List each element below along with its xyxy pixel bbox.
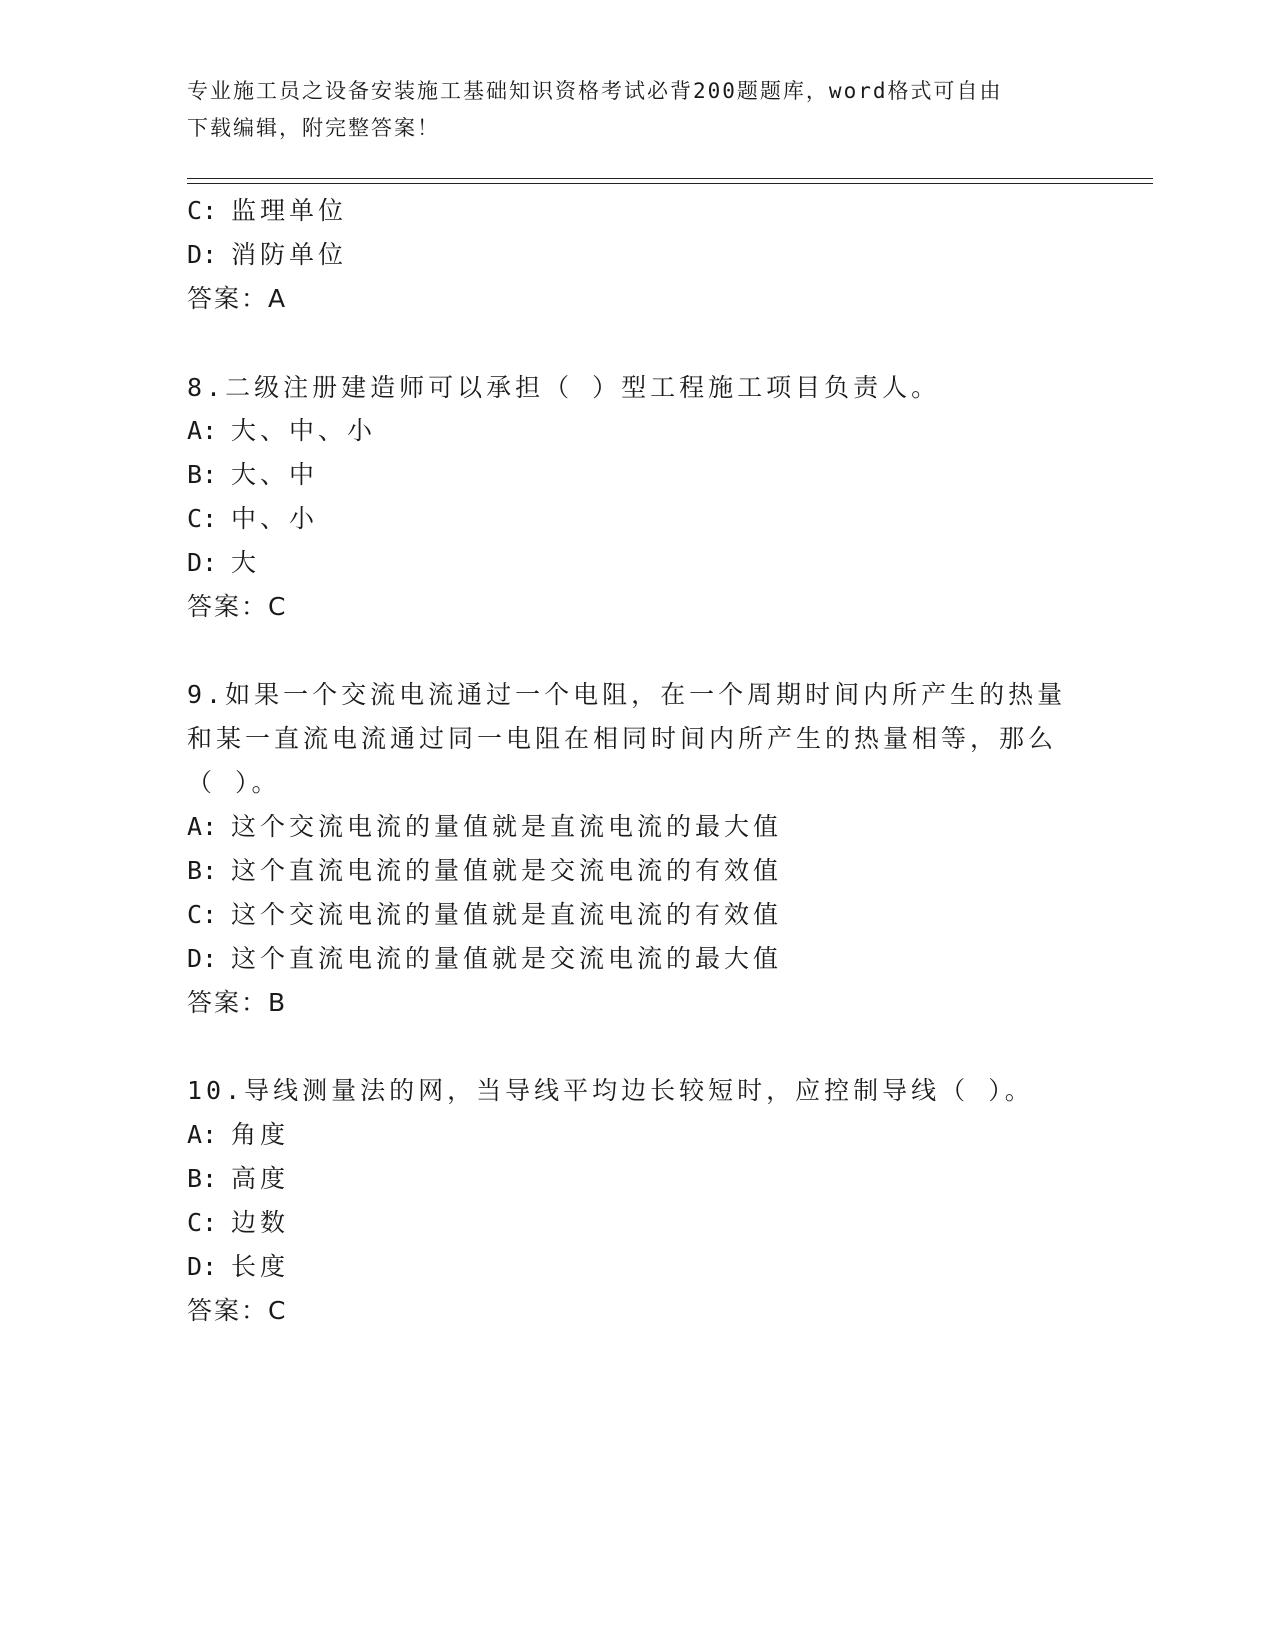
q8-option-b: B: 大、中: [187, 460, 319, 489]
header-line-2: 下载编辑，附完整答案！: [187, 116, 440, 140]
header-divider-bottom: [187, 183, 1153, 184]
q10-option-b: B: 高度: [187, 1164, 290, 1193]
q9-stem-line-1: 9.如果一个交流电流通过一个电阻，在一个周期时间内所产生的热量: [187, 680, 1067, 709]
q9-answer: 答案：B: [187, 988, 288, 1017]
q10-option-d: D: 长度: [187, 1252, 290, 1281]
document-header: [187, 73, 1087, 147]
q9-option-b: B: 这个直流电流的量值就是交流电流的有效值: [187, 856, 783, 885]
q9-option-a: A: 这个交流电流的量值就是直流电流的最大值: [187, 812, 783, 841]
q7-option-c: C: 监理单位: [187, 196, 348, 225]
q10-option-a: A: 角度: [187, 1120, 290, 1149]
header-line-1: 专业施工员之设备安装施工基础知识资格考试必背200题题库，word格式可自由: [187, 79, 1003, 103]
q9-option-c: C: 这个交流电流的量值就是直流电流的有效值: [187, 900, 783, 929]
q8-option-a: A: 大、中、小: [187, 416, 377, 445]
q9-option-d: D: 这个直流电流的量值就是交流电流的最大值: [187, 944, 783, 973]
q8-answer: 答案：C: [187, 592, 288, 621]
q9-stem-line-3: （ ）。: [187, 768, 281, 797]
q8-option-c: C: 中、小: [187, 504, 319, 533]
q10-option-c: C: 边数: [187, 1208, 290, 1237]
q7-option-d: D: 消防单位: [187, 240, 348, 269]
q8-option-d: D: 大: [187, 548, 261, 577]
q10-stem: 10.导线测量法的网，当导线平均边长较短时，应控制导线（ ）。: [187, 1076, 1034, 1105]
q7-answer: 答案：A: [187, 284, 288, 313]
header-divider-top: [187, 178, 1153, 179]
q10-answer: 答案：C: [187, 1296, 288, 1325]
q9-stem-line-2: 和某一直流电流通过同一电阻在相同时间内所产生的热量相等，那么: [187, 724, 1058, 753]
q8-stem: 8.二级注册建造师可以承担（ ）型工程施工项目负责人。: [187, 373, 941, 402]
